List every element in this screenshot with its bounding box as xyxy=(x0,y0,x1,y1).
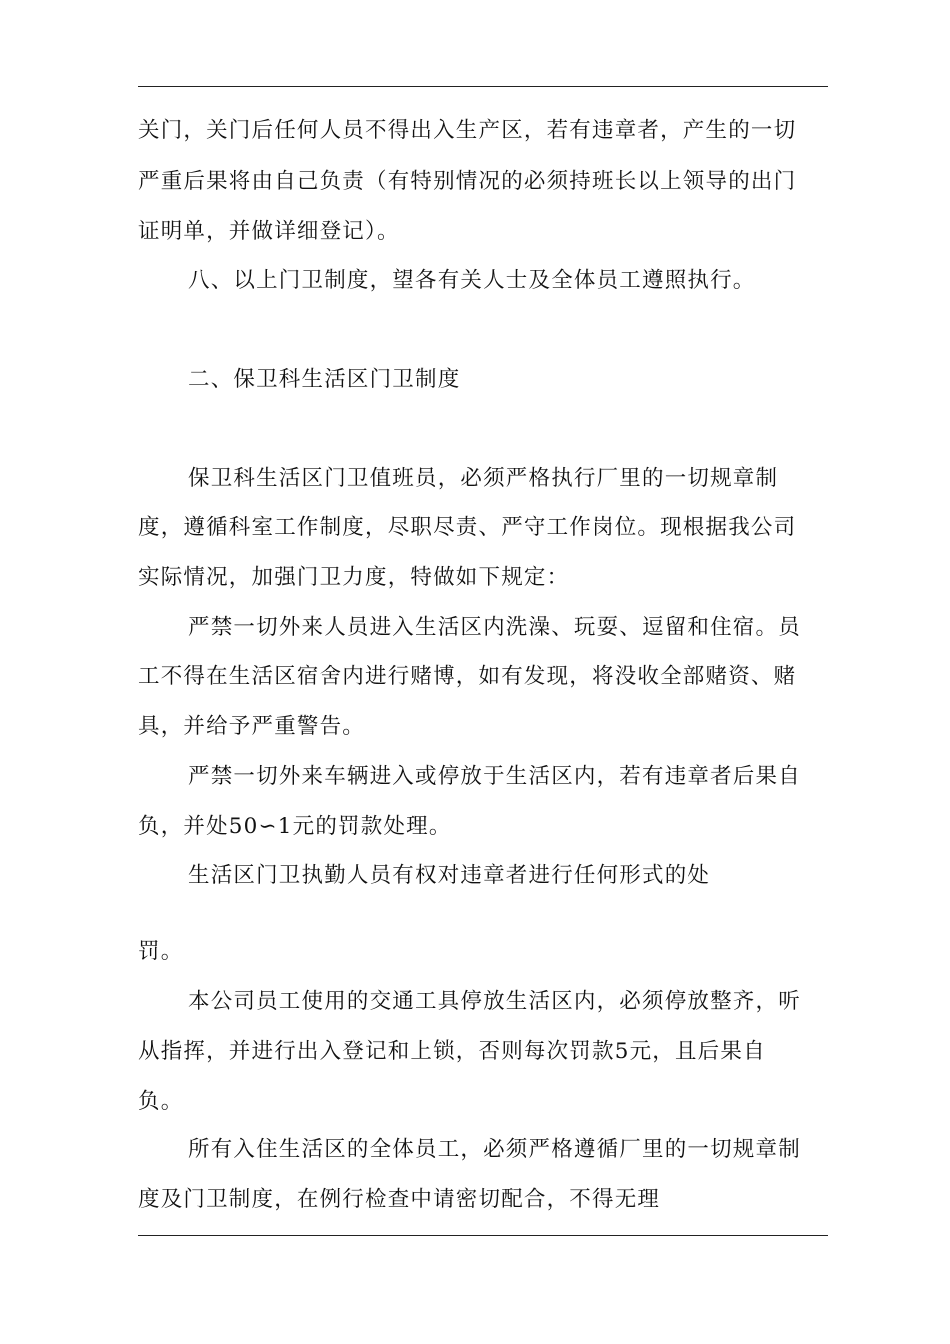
section-heading: 二、保卫科生活区门卫制度 xyxy=(188,367,461,392)
text-line: 保卫科生活区门卫值班员，必须严格执行厂里的一切规章制 xyxy=(188,466,779,491)
text-line: 证明单，并做详细登记）。 xyxy=(138,219,400,244)
text-line: 本公司员工使用的交通工具停放生活区内，必须停放整齐，听 xyxy=(188,989,801,1014)
text-line: 度及门卫制度，在例行检查中请密切配合，不得无理 xyxy=(138,1187,661,1212)
text-line: 工不得在生活区宿舍内进行赌博，如有发现，将没收全部赌资、赌 xyxy=(138,664,797,689)
text-line: 严重后果将由自己负责（有特别情况的必须持班长以上领导的出门 xyxy=(138,169,797,194)
text-line: 严禁一切外来车辆进入或停放于生活区内，若有违章者后果自 xyxy=(188,764,801,789)
text-line: 罚。 xyxy=(138,939,184,964)
text-line: 从指挥，并进行出入登记和上锁，否则每次罚款5元，且后果自 xyxy=(138,1039,766,1064)
header-rule xyxy=(138,86,828,87)
text-line: 严禁一切外来人员进入生活区内洗澡、玩耍、逗留和住宿。员 xyxy=(188,615,801,640)
text-line: 八、以上门卫制度，望各有关人士及全体员工遵照执行。 xyxy=(188,268,756,293)
text-line: 负。 xyxy=(138,1089,184,1114)
text-line: 负，并处50∽1元的罚款处理。 xyxy=(138,814,452,839)
text-line: 所有入住生活区的全体员工，必须严格遵循厂里的一切规章制 xyxy=(188,1137,801,1162)
text-line: 生活区门卫执勤人员有权对违章者进行任何形式的处 xyxy=(188,863,711,888)
footer-rule xyxy=(138,1235,828,1236)
text-line: 关门，关门后任何人员不得出入生产区，若有违章者，产生的一切 xyxy=(138,118,797,143)
text-line: 具，并给予严重警告。 xyxy=(138,714,366,739)
text-line: 实际情况，加强门卫力度，特做如下规定： xyxy=(138,565,570,590)
text-line: 度，遵循科室工作制度，尽职尽责、严守工作岗位。现根据我公司 xyxy=(138,515,797,540)
